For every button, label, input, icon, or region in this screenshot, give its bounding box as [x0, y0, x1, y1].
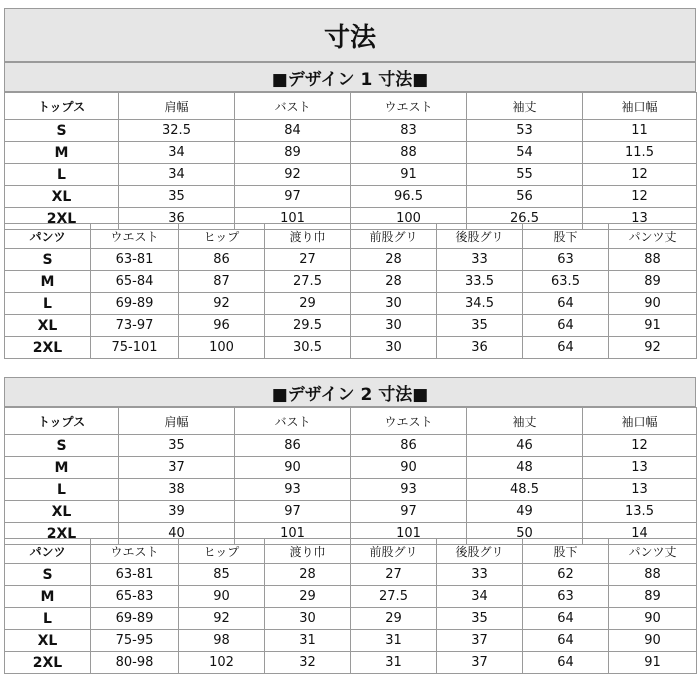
design-1-tops-header-row	[5, 93, 697, 120]
measurement-cell: 39	[119, 501, 235, 523]
size-chart	[4, 4, 696, 696]
measurement-cell: 97	[351, 501, 467, 523]
measurement-cell: 34	[119, 142, 235, 164]
size-label: S	[5, 435, 119, 457]
measurement-cell: 28	[351, 271, 437, 293]
measurement-cell: 90	[609, 630, 697, 652]
column-header: 袖口幅	[583, 408, 697, 435]
measurement-cell: 54	[467, 142, 583, 164]
measurement-cell: 64	[523, 293, 609, 315]
size-label: L	[5, 608, 91, 630]
column-header: 肩幅	[119, 93, 235, 120]
measurement-cell: 88	[609, 249, 697, 271]
size-label: S	[5, 120, 119, 142]
measurement-cell: 69-89	[91, 608, 179, 630]
measurement-cell: 32.5	[119, 120, 235, 142]
measurement-cell: 85	[179, 564, 265, 586]
measurement-cell: 92	[179, 608, 265, 630]
measurement-cell: 36	[119, 208, 235, 230]
measurement-cell: 12	[583, 164, 697, 186]
column-header: 袖口幅	[583, 93, 697, 120]
measurement-cell: 92	[235, 164, 351, 186]
measurement-cell: 97	[235, 501, 351, 523]
measurement-cell: 55	[467, 164, 583, 186]
measurement-cell: 90	[609, 293, 697, 315]
measurement-cell: 92	[179, 293, 265, 315]
measurement-cell: 11.5	[583, 142, 697, 164]
measurement-cell: 14	[583, 523, 697, 545]
measurement-cell: 27.5	[265, 271, 351, 293]
design-2-tops-table	[4, 407, 697, 545]
measurement-cell: 75-95	[91, 630, 179, 652]
measurement-cell: 48.5	[467, 479, 583, 501]
design-1-pants-corner-label: パンツ	[5, 224, 91, 249]
column-header: ウエスト	[91, 539, 179, 564]
measurement-cell: 31	[351, 630, 437, 652]
measurement-cell: 40	[119, 523, 235, 545]
measurement-cell: 35	[119, 186, 235, 208]
design-2-pants-corner-label: パンツ	[5, 539, 91, 564]
size-label: S	[5, 249, 91, 271]
measurement-cell: 27	[265, 249, 351, 271]
measurement-cell: 91	[351, 164, 467, 186]
column-header: パンツ丈	[609, 224, 697, 249]
design-1-heading: ■デザイン 1 寸法■	[4, 62, 696, 92]
column-header: 袖丈	[467, 93, 583, 120]
column-header: 前股グリ	[351, 539, 437, 564]
measurement-cell: 96	[179, 315, 265, 337]
measurement-cell: 90	[351, 457, 467, 479]
design-2-pants-table	[4, 538, 697, 674]
measurement-cell: 87	[179, 271, 265, 293]
table-row	[5, 435, 697, 457]
measurement-cell: 13.5	[583, 501, 697, 523]
measurement-cell: 32	[265, 652, 351, 674]
measurement-cell: 83	[351, 120, 467, 142]
measurement-cell: 35	[119, 435, 235, 457]
size-label: M	[5, 271, 91, 293]
design-2-heading: ■デザイン 2 寸法■	[4, 377, 696, 407]
measurement-cell: 89	[609, 271, 697, 293]
measurement-cell: 102	[179, 652, 265, 674]
design-2-tops-header-row	[5, 408, 697, 435]
measurement-cell: 88	[609, 564, 697, 586]
measurement-cell: 13	[583, 479, 697, 501]
measurement-cell: 97	[235, 186, 351, 208]
measurement-cell: 86	[235, 435, 351, 457]
size-label: 2XL	[5, 652, 91, 674]
measurement-cell: 49	[467, 501, 583, 523]
measurement-cell: 12	[583, 435, 697, 457]
table-row	[5, 293, 697, 315]
size-label: S	[5, 564, 91, 586]
column-header: ウエスト	[351, 93, 467, 120]
size-label: XL	[5, 501, 119, 523]
measurement-cell: 29.5	[265, 315, 351, 337]
design-1-pants-header-row	[5, 224, 697, 249]
measurement-cell: 89	[609, 586, 697, 608]
measurement-cell: 64	[523, 630, 609, 652]
measurement-cell: 75-101	[91, 337, 179, 359]
measurement-cell: 28	[351, 249, 437, 271]
measurement-cell: 50	[467, 523, 583, 545]
measurement-cell: 80-98	[91, 652, 179, 674]
size-label: L	[5, 293, 91, 315]
table-row	[5, 608, 697, 630]
measurement-cell: 53	[467, 120, 583, 142]
column-header: 股下	[523, 224, 609, 249]
measurement-cell: 29	[265, 293, 351, 315]
table-row	[5, 315, 697, 337]
column-header: ウエスト	[351, 408, 467, 435]
measurement-cell: 96.5	[351, 186, 467, 208]
measurement-cell: 62	[523, 564, 609, 586]
design-1-pants-table	[4, 223, 697, 359]
column-header: ヒップ	[179, 224, 265, 249]
measurement-cell: 36	[437, 337, 523, 359]
measurement-cell: 33.5	[437, 271, 523, 293]
measurement-cell: 38	[119, 479, 235, 501]
measurement-cell: 90	[235, 457, 351, 479]
measurement-cell: 37	[437, 630, 523, 652]
measurement-cell: 101	[235, 523, 351, 545]
size-label: M	[5, 586, 91, 608]
table-row	[5, 501, 697, 523]
measurement-cell: 30	[351, 337, 437, 359]
measurement-cell: 33	[437, 249, 523, 271]
column-header: バスト	[235, 408, 351, 435]
measurement-cell: 73-97	[91, 315, 179, 337]
design-2-tops-corner-label: トップス	[5, 408, 119, 435]
table-row	[5, 479, 697, 501]
size-label: 2XL	[5, 523, 119, 545]
measurement-cell: 88	[351, 142, 467, 164]
measurement-cell: 33	[437, 564, 523, 586]
measurement-cell: 90	[609, 608, 697, 630]
measurement-cell: 37	[437, 652, 523, 674]
measurement-cell: 29	[351, 608, 437, 630]
table-row	[5, 164, 697, 186]
design-1-tops-table	[4, 92, 697, 230]
measurement-cell: 90	[179, 586, 265, 608]
table-row	[5, 652, 697, 674]
measurement-cell: 86	[351, 435, 467, 457]
measurement-cell: 34	[437, 586, 523, 608]
size-label: XL	[5, 315, 91, 337]
measurement-cell: 12	[583, 186, 697, 208]
table-row	[5, 630, 697, 652]
measurement-cell: 98	[179, 630, 265, 652]
measurement-cell: 27.5	[351, 586, 437, 608]
measurement-cell: 28	[265, 564, 351, 586]
measurement-cell: 93	[351, 479, 467, 501]
column-header: 後股グリ	[437, 539, 523, 564]
measurement-cell: 63	[523, 586, 609, 608]
measurement-cell: 86	[179, 249, 265, 271]
table-row	[5, 457, 697, 479]
table-row	[5, 337, 697, 359]
measurement-cell: 63	[523, 249, 609, 271]
column-header: ヒップ	[179, 539, 265, 564]
measurement-cell: 13	[583, 457, 697, 479]
table-row	[5, 249, 697, 271]
measurement-cell: 11	[583, 120, 697, 142]
measurement-cell: 29	[265, 586, 351, 608]
measurement-cell: 64	[523, 337, 609, 359]
measurement-cell: 27	[351, 564, 437, 586]
measurement-cell: 30	[265, 608, 351, 630]
measurement-cell: 84	[235, 120, 351, 142]
measurement-cell: 69-89	[91, 293, 179, 315]
measurement-cell: 64	[523, 652, 609, 674]
table-row	[5, 271, 697, 293]
column-header: 前股グリ	[351, 224, 437, 249]
measurement-cell: 13	[583, 208, 697, 230]
column-header: 渡り巾	[265, 224, 351, 249]
measurement-cell: 35	[437, 608, 523, 630]
measurement-cell: 35	[437, 315, 523, 337]
table-row	[5, 586, 697, 608]
measurement-cell: 64	[523, 315, 609, 337]
size-label: L	[5, 164, 119, 186]
measurement-cell: 34	[119, 164, 235, 186]
table-row	[5, 564, 697, 586]
measurement-cell: 101	[235, 208, 351, 230]
measurement-cell: 65-84	[91, 271, 179, 293]
measurement-cell: 37	[119, 457, 235, 479]
measurement-cell: 30	[351, 293, 437, 315]
measurement-cell: 63-81	[91, 249, 179, 271]
page-title: 寸法	[4, 8, 696, 62]
measurement-cell: 31	[265, 630, 351, 652]
column-header: 肩幅	[119, 408, 235, 435]
table-row	[5, 120, 697, 142]
measurement-cell: 46	[467, 435, 583, 457]
size-label: 2XL	[5, 337, 91, 359]
measurement-cell: 34.5	[437, 293, 523, 315]
size-label: XL	[5, 186, 119, 208]
size-label: XL	[5, 630, 91, 652]
size-label: M	[5, 142, 119, 164]
measurement-cell: 30	[351, 315, 437, 337]
column-header: 股下	[523, 539, 609, 564]
size-label: M	[5, 457, 119, 479]
column-header: バスト	[235, 93, 351, 120]
measurement-cell: 64	[523, 608, 609, 630]
measurement-cell: 91	[609, 315, 697, 337]
measurement-cell: 26.5	[467, 208, 583, 230]
table-row	[5, 186, 697, 208]
design-2-pants-header-row	[5, 539, 697, 564]
column-header: 袖丈	[467, 408, 583, 435]
column-header: 後股グリ	[437, 224, 523, 249]
measurement-cell: 63-81	[91, 564, 179, 586]
design-1-tops-corner-label: トップス	[5, 93, 119, 120]
measurement-cell: 100	[179, 337, 265, 359]
measurement-cell: 31	[351, 652, 437, 674]
measurement-cell: 30.5	[265, 337, 351, 359]
measurement-cell: 92	[609, 337, 697, 359]
measurement-cell: 100	[351, 208, 467, 230]
measurement-cell: 101	[351, 523, 467, 545]
column-header: パンツ丈	[609, 539, 697, 564]
measurement-cell: 63.5	[523, 271, 609, 293]
measurement-cell: 93	[235, 479, 351, 501]
table-row	[5, 142, 697, 164]
column-header: 渡り巾	[265, 539, 351, 564]
measurement-cell: 56	[467, 186, 583, 208]
measurement-cell: 89	[235, 142, 351, 164]
size-label: 2XL	[5, 208, 119, 230]
measurement-cell: 65-83	[91, 586, 179, 608]
measurement-cell: 91	[609, 652, 697, 674]
measurement-cell: 48	[467, 457, 583, 479]
column-header: ウエスト	[91, 224, 179, 249]
size-label: L	[5, 479, 119, 501]
